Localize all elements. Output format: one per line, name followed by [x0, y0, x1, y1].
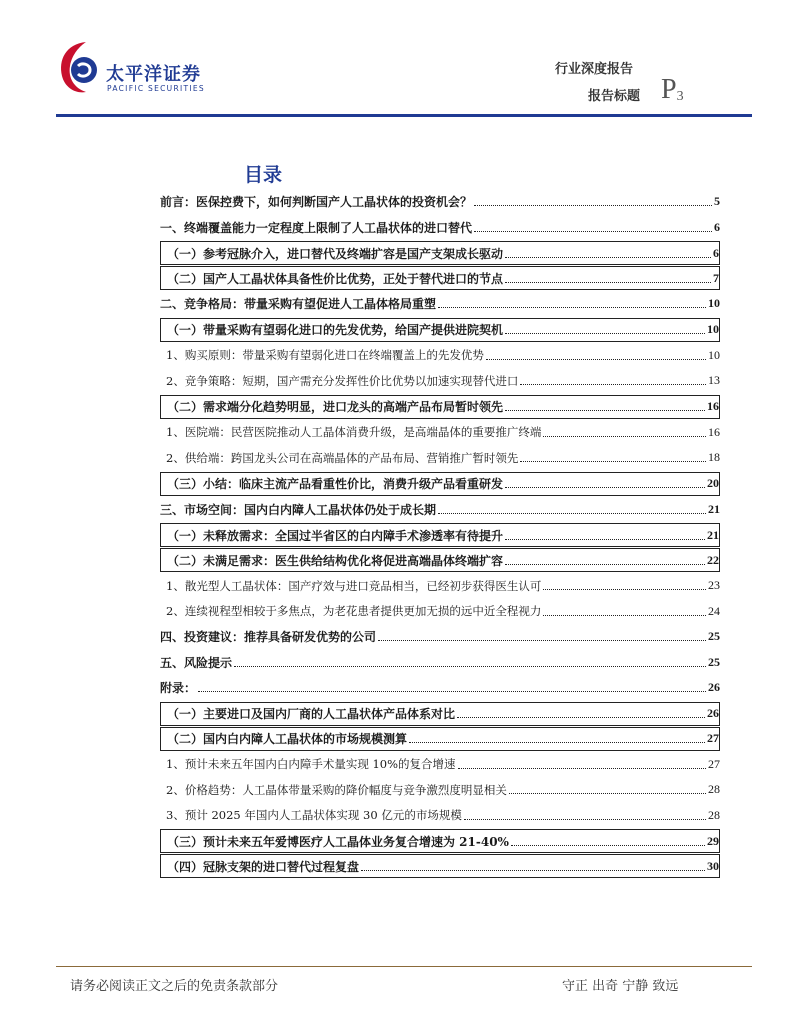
- toc-entry-label: 2、供给端：跨国龙头公司在高端晶体的产品布局、营销推广暂时领先: [166, 450, 519, 465]
- toc-leader-dots: [543, 436, 706, 437]
- toc-entry[interactable]: [160, 420, 720, 446]
- toc-entry-page: 21: [708, 501, 720, 516]
- toc-leader-dots: [505, 282, 711, 283]
- toc-entry-page: 20: [707, 476, 719, 490]
- toc-title: 目录: [244, 164, 283, 186]
- toc-entry[interactable]: [160, 241, 720, 265]
- toc-leader-dots: [505, 333, 705, 334]
- toc-entry-page: 24: [708, 603, 720, 618]
- toc-entry-label: （三）小结：临床主流产品看重性价比，消费升级产品看重研发: [167, 477, 504, 491]
- toc-entry-label: 2、价格趋势：人工晶体带量采购的降价幅度与竞争激烈度明显相关: [166, 782, 507, 797]
- page-number: [661, 74, 684, 106]
- toc-entry-page: 26: [708, 680, 720, 695]
- toc-entry-page: 29: [707, 833, 719, 848]
- toc-entry-label: （一）未释放需求：全国过半省区的白内障手术渗透率有待提升: [167, 528, 504, 543]
- toc-entry-page: 5: [714, 194, 720, 209]
- report-title: 报告标题: [588, 89, 641, 104]
- toc-entry[interactable]: [160, 829, 720, 853]
- toc-entry-label: 三、市场空间：国内白内障人工晶状体仍处于成长期: [160, 502, 437, 517]
- header-rule: [56, 114, 752, 117]
- toc-leader-dots: [198, 691, 706, 692]
- toc-entry-page: 27: [707, 731, 719, 745]
- toc-entry-page: 16: [708, 424, 720, 439]
- toc-entry-page: 6: [713, 245, 719, 260]
- toc-entry-label: 一、终端覆盖能力一定程度上限制了人工晶状体的进口替代: [160, 220, 473, 235]
- toc-leader-dots: [505, 257, 711, 258]
- toc-leader-dots: [458, 768, 706, 769]
- toc-entry-label: 附录：: [160, 681, 197, 696]
- brand-name-cn: 太平洋证券: [106, 64, 201, 85]
- toc-entry[interactable]: [160, 752, 720, 778]
- table-of-contents: [160, 189, 720, 879]
- toc-entry[interactable]: [160, 624, 720, 650]
- toc-entry[interactable]: [160, 291, 720, 317]
- toc-entry-label: （三）预计未来五年爱博医疗人工晶体业务复合增速为 21-40%: [167, 834, 509, 849]
- toc-entry-page: 22: [707, 552, 719, 567]
- toc-entry-page: 10: [708, 347, 720, 362]
- toc-leader-dots: [378, 640, 706, 641]
- toc-entry-page: 13: [708, 373, 720, 388]
- toc-entry-label: （一）主要进口及国内厂商的人工晶状体产品体系对比: [167, 707, 456, 721]
- toc-leader-dots: [409, 742, 705, 743]
- toc-entry-page: 27: [708, 756, 720, 771]
- toc-leader-dots: [474, 205, 712, 206]
- toc-leader-dots: [543, 615, 706, 616]
- toc-leader-dots: [361, 870, 705, 871]
- toc-entry-label: 2、竞争策略：短期，国产需充分发挥性价比优势以加速实现替代进口: [166, 373, 519, 388]
- toc-entry[interactable]: [160, 445, 720, 471]
- toc-entry[interactable]: [160, 854, 720, 878]
- toc-leader-dots: [474, 231, 712, 232]
- toc-entry-label: 五、风险提示: [160, 655, 233, 670]
- toc-leader-dots: [505, 487, 705, 488]
- toc-entry[interactable]: [160, 395, 720, 419]
- toc-entry-label: （一）带量采购有望弱化进口的先发优势，给国产提供进院契机: [167, 323, 504, 337]
- toc-entry-page: 10: [707, 322, 719, 336]
- toc-entry-page: 21: [707, 527, 719, 542]
- toc-entry-label: （二）国内白内障人工晶状体的市场规模测算: [167, 732, 408, 746]
- brand-name-en: PACIFIC SECURITIES: [107, 84, 205, 93]
- toc-leader-dots: [438, 307, 706, 308]
- pacific-securities-logo-icon: [56, 36, 102, 96]
- toc-entry-label: 1、购买原则：带量采购有望弱化进口在终端覆盖上的先发优势: [166, 348, 484, 363]
- toc-entry[interactable]: [160, 368, 720, 394]
- toc-entry-label: 1、散光型人工晶状体：国产疗效与进口竞品相当，已经初步获得医生认可: [166, 578, 542, 593]
- toc-entry-label: （一）参考冠脉介入，进口替代及终端扩容是国产支架成长驱动: [167, 246, 504, 261]
- page-number-value: 3: [676, 89, 684, 104]
- toc-entry-page: 25: [708, 654, 720, 669]
- toc-entry[interactable]: [160, 599, 720, 625]
- toc-entry-page: 23: [708, 578, 720, 593]
- toc-entry[interactable]: [160, 318, 720, 342]
- toc-entry-label: （二）国产人工晶状体具备性价比优势，正处于替代进口的节点: [167, 271, 504, 286]
- toc-entry-page: 7: [713, 270, 719, 285]
- page-label: P: [661, 74, 677, 105]
- toc-entry[interactable]: [160, 777, 720, 803]
- toc-entry[interactable]: [160, 215, 720, 241]
- toc-entry[interactable]: [160, 343, 720, 369]
- toc-entry-label: 二、竞争格局：带量采购有望促进人工晶体格局重塑: [160, 297, 437, 312]
- toc-entry[interactable]: [160, 727, 720, 751]
- report-type: 行业深度报告: [555, 62, 634, 77]
- toc-entry-label: （二）未满足需求：医生供给结构优化将促进高端晶体终端扩容: [167, 553, 504, 568]
- toc-leader-dots: [511, 845, 705, 846]
- toc-leader-dots: [457, 717, 705, 718]
- toc-entry[interactable]: [160, 650, 720, 676]
- toc-leader-dots: [520, 461, 706, 462]
- toc-leader-dots: [486, 359, 706, 360]
- toc-leader-dots: [505, 539, 705, 540]
- toc-entry[interactable]: [160, 573, 720, 599]
- toc-entry-page: 10: [708, 296, 720, 311]
- toc-leader-dots: [234, 666, 706, 667]
- toc-entry-label: 四、投资建议：推荐具备研发优势的公司: [160, 630, 377, 645]
- toc-entry-label: 前言：医保控费下，如何判断国产人工晶状体的投资机会？: [160, 195, 473, 210]
- toc-leader-dots: [520, 384, 706, 385]
- toc-leader-dots: [505, 564, 705, 565]
- toc-leader-dots: [464, 819, 706, 820]
- toc-leader-dots: [543, 589, 706, 590]
- toc-entry-label: （二）需求端分化趋势明显，进口龙头的高端产品布局暂时领先: [167, 400, 504, 414]
- toc-entry-page: 25: [708, 629, 720, 644]
- toc-entry-page: 18: [708, 450, 720, 465]
- toc-leader-dots: [509, 793, 706, 794]
- toc-entry[interactable]: [160, 497, 720, 523]
- toc-entry-page: 16: [707, 399, 719, 413]
- toc-entry[interactable]: [160, 548, 720, 572]
- toc-entry-page: 30: [707, 858, 719, 873]
- footer-rule: [56, 966, 752, 967]
- toc-entry-page: 28: [708, 807, 720, 822]
- toc-leader-dots: [505, 410, 705, 411]
- toc-entry[interactable]: [160, 675, 720, 701]
- toc-entry-page: 28: [708, 782, 720, 797]
- toc-entry-label: 2、连续视程型相较于多焦点，为老花患者提供更加无损的远中近全程视力: [166, 604, 542, 619]
- toc-entry[interactable]: [160, 523, 720, 547]
- company-motto: 守正 出奇 宁静 致远: [562, 979, 679, 994]
- toc-entry[interactable]: [160, 803, 720, 829]
- toc-entry[interactable]: [160, 472, 720, 496]
- toc-entry-page: 6: [714, 219, 720, 234]
- toc-entry-page: 26: [707, 706, 719, 720]
- disclaimer-text: 请务必阅读正文之后的免责条款部分: [70, 979, 279, 994]
- toc-entry[interactable]: [160, 702, 720, 726]
- toc-entry-label: 1、医院端：民营医院推动人工晶体消费升级，是高端晶体的重要推广终端: [166, 425, 542, 440]
- toc-entry-label: 3、预计 2025 年国内人工晶状体实现 30 亿元的市场规模: [166, 808, 462, 823]
- toc-entry[interactable]: [160, 266, 720, 290]
- toc-entry-label: （四）冠脉支架的进口替代过程复盘: [167, 859, 360, 874]
- toc-leader-dots: [438, 513, 706, 514]
- toc-entry[interactable]: [160, 189, 720, 215]
- toc-entry-label: 1、预计未来五年国内白内障手术量实现 10%的复合增速: [166, 757, 456, 772]
